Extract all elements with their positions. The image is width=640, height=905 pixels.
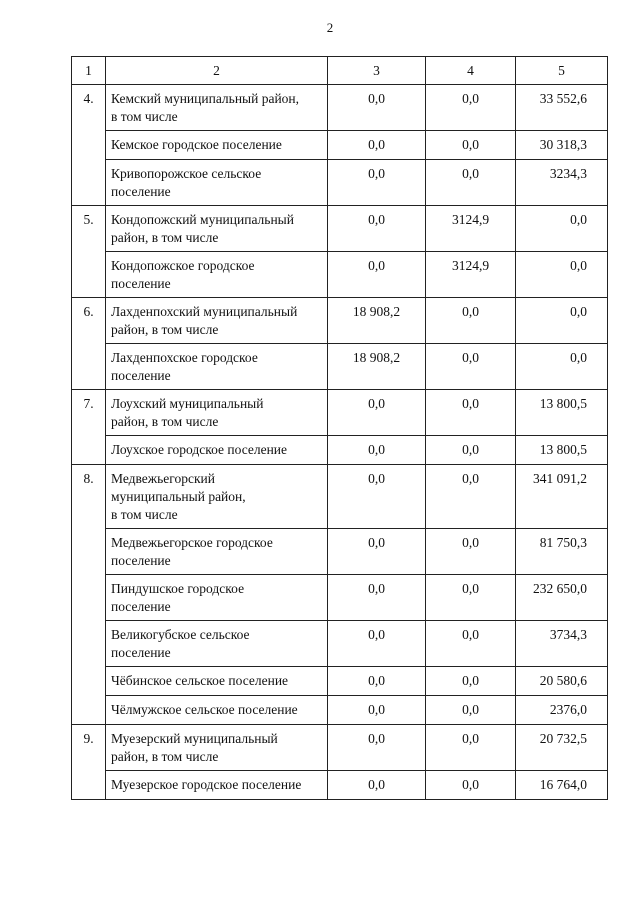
value-col-4: 0,0 — [426, 725, 516, 771]
municipality-name: Кемский муниципальный район, в том числе — [106, 85, 328, 131]
value-col-5: 13 800,5 — [516, 390, 608, 436]
value-col-3: 18 908,2 — [328, 344, 426, 390]
value-col-3: 0,0 — [328, 667, 426, 696]
value-col-3: 0,0 — [328, 390, 426, 436]
value-col-5: 20 732,5 — [516, 725, 608, 771]
value-col-4: 0,0 — [426, 131, 516, 160]
value-col-3: 0,0 — [328, 206, 426, 252]
value-col-5: 232 650,0 — [516, 575, 608, 621]
row-number: 6. — [72, 298, 106, 390]
municipality-name: Лахденпохский муниципальный район, в том числе — [106, 298, 328, 344]
value-col-3: 0,0 — [328, 725, 426, 771]
table-row — [72, 344, 608, 390]
municipality-name: Кемское городское поселение — [106, 131, 328, 160]
row-number: 7. — [72, 390, 106, 465]
municipality-name: Кондопожское городское поселение — [106, 252, 328, 298]
value-col-4: 0,0 — [426, 465, 516, 529]
row-number: 4. — [72, 85, 106, 206]
value-col-4: 0,0 — [426, 529, 516, 575]
municipality-name: Лоухский муниципальный район, в том числе — [106, 390, 328, 436]
value-col-3: 0,0 — [328, 252, 426, 298]
value-col-4: 0,0 — [426, 696, 516, 725]
value-col-4: 0,0 — [426, 667, 516, 696]
value-col-4: 0,0 — [426, 575, 516, 621]
value-col-5: 0,0 — [516, 252, 608, 298]
value-col-5: 81 750,3 — [516, 529, 608, 575]
municipality-name: Пиндушское городское поселение — [106, 575, 328, 621]
municipality-name: Чёбинское сельское поселение — [106, 667, 328, 696]
value-col-4: 0,0 — [426, 298, 516, 344]
municipality-name: Кондопожский муниципальный район, в том числе — [106, 206, 328, 252]
value-col-3: 0,0 — [328, 85, 426, 131]
table-row — [72, 436, 608, 465]
municipality-name: Медвежьегорское городское поселение — [106, 529, 328, 575]
value-col-3: 0,0 — [328, 575, 426, 621]
table-row — [72, 252, 608, 298]
value-col-4: 0,0 — [426, 621, 516, 667]
table-row — [72, 575, 608, 621]
value-col-5: 2376,0 — [516, 696, 608, 725]
table-row — [72, 131, 608, 160]
value-col-5: 3234,3 — [516, 160, 608, 206]
value-col-5: 33 552,6 — [516, 85, 608, 131]
municipality-name: Лахденпохское городское поселение — [106, 344, 328, 390]
value-col-4: 0,0 — [426, 390, 516, 436]
value-col-4: 0,0 — [426, 344, 516, 390]
table-row — [72, 465, 608, 529]
value-col-4: 0,0 — [426, 160, 516, 206]
value-col-5: 16 764,0 — [516, 771, 608, 800]
value-col-3: 0,0 — [328, 160, 426, 206]
value-col-3: 0,0 — [328, 465, 426, 529]
value-col-4: 0,0 — [426, 436, 516, 465]
table-row — [72, 725, 608, 771]
municipality-name: Лоухское городское поселение — [106, 436, 328, 465]
budget-table — [71, 56, 608, 800]
value-col-4: 3124,9 — [426, 206, 516, 252]
row-number: 9. — [72, 725, 106, 800]
value-col-5: 0,0 — [516, 344, 608, 390]
value-col-5: 341 091,2 — [516, 465, 608, 529]
value-col-3: 0,0 — [328, 771, 426, 800]
value-col-4: 0,0 — [426, 771, 516, 800]
table-row — [72, 390, 608, 436]
header-row — [72, 57, 608, 85]
table-row — [72, 667, 608, 696]
table-row — [72, 298, 608, 344]
value-col-3: 0,0 — [328, 621, 426, 667]
table-row — [72, 696, 608, 725]
table-row — [72, 771, 608, 800]
municipality-name: Муезерское городское поселение — [106, 771, 328, 800]
value-col-5: 30 318,3 — [516, 131, 608, 160]
value-col-5: 3734,3 — [516, 621, 608, 667]
value-col-4: 3124,9 — [426, 252, 516, 298]
municipality-name: Чёлмужское сельское поселение — [106, 696, 328, 725]
value-col-5: 20 580,6 — [516, 667, 608, 696]
table-row — [72, 160, 608, 206]
municipality-name: Великогубское сельское поселение — [106, 621, 328, 667]
column-header: 3 — [328, 57, 426, 85]
municipality-name: Кривопорожское сельское поселение — [106, 160, 328, 206]
table-row — [72, 85, 608, 131]
table-body — [72, 85, 608, 800]
municipality-name: Медвежьегорский муниципальный район, в том числе — [106, 465, 328, 529]
table-row — [72, 529, 608, 575]
row-number: 8. — [72, 465, 106, 725]
value-col-4: 0,0 — [426, 85, 516, 131]
value-col-3: 0,0 — [328, 529, 426, 575]
column-header: 2 — [106, 57, 328, 85]
value-col-3: 0,0 — [328, 696, 426, 725]
value-col-3: 18 908,2 — [328, 298, 426, 344]
value-col-5: 0,0 — [516, 206, 608, 252]
column-header: 5 — [516, 57, 608, 85]
row-number: 5. — [72, 206, 106, 298]
column-header: 1 — [72, 57, 106, 85]
page-number: 2 — [326, 20, 334, 35]
column-header: 4 — [426, 57, 516, 85]
value-col-5: 13 800,5 — [516, 436, 608, 465]
table-row — [72, 621, 608, 667]
value-col-3: 0,0 — [328, 436, 426, 465]
table-row — [72, 206, 608, 252]
value-col-5: 0,0 — [516, 298, 608, 344]
municipality-name: Муезерский муниципальный район, в том числе — [106, 725, 328, 771]
value-col-3: 0,0 — [328, 131, 426, 160]
